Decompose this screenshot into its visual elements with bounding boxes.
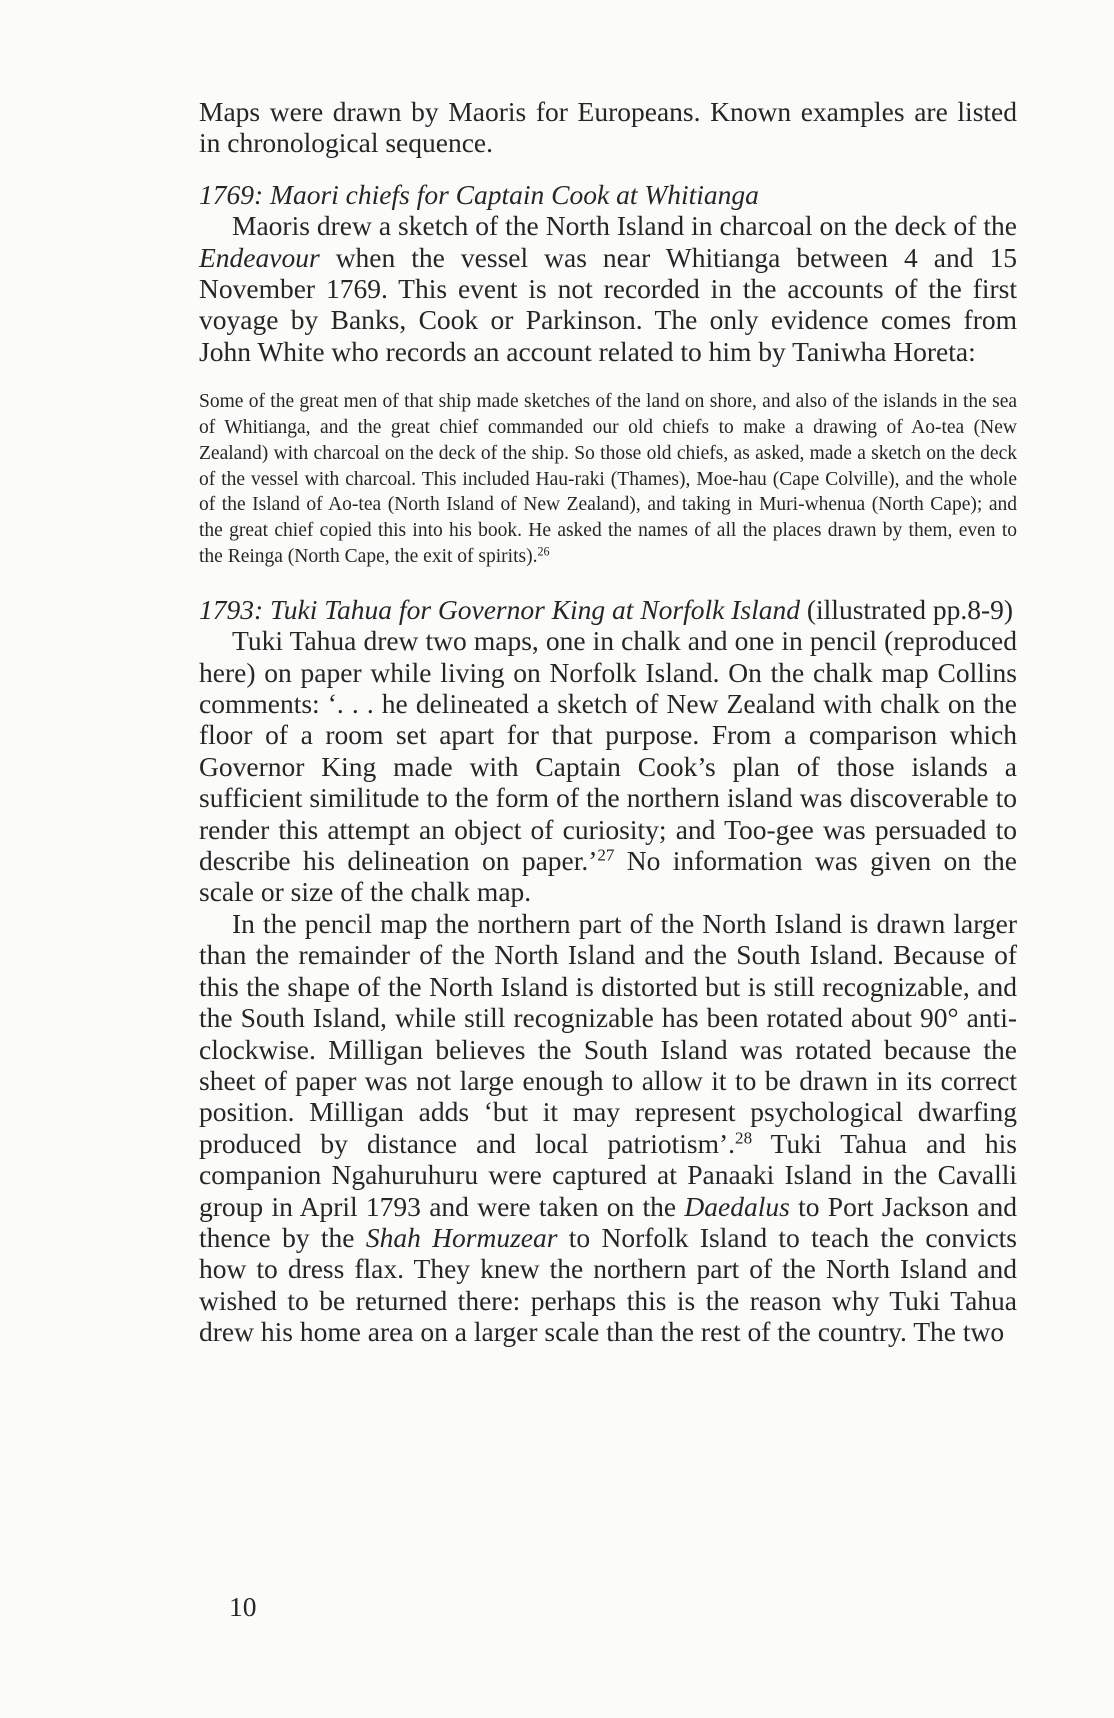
ship-name-endeavour: Endeavour bbox=[199, 241, 320, 273]
pencil-part-c: to Port Jackson and thence by the bbox=[199, 1190, 1017, 1253]
heading-1793-title: 1793: Tuki Tahua for Governor King at Norfolk Island bbox=[199, 593, 800, 625]
intro-text: Maps were drawn by Maoris for Europeans. Known examples are listed in chronological sequence. bbox=[199, 96, 1017, 159]
page-number: 10 bbox=[229, 1591, 257, 1622]
footnote-ref-28: 28 bbox=[735, 1128, 753, 1148]
pencil-part-d: to Norfolk Island to teach the convicts how to dress flax. They knew the northern part of the North Island and wished to be returned there: perhaps this is the reason why Tuki Tahua drew his home area on a larger scale than the rest of the country. The two bbox=[199, 1221, 1017, 1348]
paragraph-pencil-map bbox=[199, 908, 1017, 1348]
heading-1769-title: 1769: Maori chiefs for Captain Cook at Whitianga bbox=[199, 178, 759, 210]
pencil-part-b: Tuki Tahua and his companion Ngahuruhuru were captured at Panaaki Island in the Cavalli group in April 1793 and were taken on the bbox=[199, 1127, 1017, 1222]
paragraph-1793 bbox=[199, 625, 1017, 908]
intro-paragraph bbox=[199, 96, 1017, 159]
paragraph-1769-part-b: when the vessel was near Whitianga between 4 and 15 November 1769. This event is not recorded in the accounts of the first voyage by Banks, Cook or Parkinson. The only evidence comes from John White who records an account related to him by Taniwha Horeta: bbox=[199, 241, 1017, 367]
paragraph-1793-part-a: Tuki Tahua drew two maps, one in chalk and one in pencil (reproduced here) on paper while living on Norfolk Island. On the chalk map Collins comments: ‘. . . he delineated a sketch of New Zealand with chalk on the floor of a room set apart for that purpose. From a comparison which Governor King made with Captain Cook’s plan of those islands a sufficient similitude to the form of the northern island was discoverable to render this attempt an object of curiosity; and Too-gee was persuaded to describe his delineation on paper.’ bbox=[199, 625, 1017, 877]
pencil-part-a: In the pencil map the northern part of the North Island is drawn larger than the remainder of the North Island and the South Island. Because of this the shape of the North Island is distorted but is still recognizable, and the South Island, while still recognizable has been rotated about 90° anti-clockwise. Milligan believes the South Island was rotated because the sheet of paper was not large enough to allow it to be drawn in its correct position. Milligan adds ‘but it may represent psychological dwarfing produced by distance and local patriotism’. bbox=[199, 907, 1017, 1159]
heading-1793-tail: (illustrated pp.8-9) bbox=[799, 593, 1014, 625]
quote-text: Some of the great men of that ship made sketches of the land on shore, and also of the islands in the sea of Whitianga, and the great chief commanded our old chiefs to make a drawing of Ao-tea (New Zealand) with charcoal on the deck of the ship. So those old chiefs, as asked, made a sketch on the deck of the vessel with charcoal. This included Hau-raki (Thames), Moe-hau (Cape Colville), and the whole of the Island of Ao-tea (North Island of New Zealand), and taking in Muri-whenua (North Cape); and the great chief copied this into his book. He asked the names of all the places drawn by them, even to the Reinga (North Cape, the exit of spirits). bbox=[199, 391, 1017, 568]
ship-name-daedalus: Daedalus bbox=[684, 1190, 790, 1222]
heading-1793 bbox=[199, 594, 1017, 625]
footnote-ref-27: 27 bbox=[597, 845, 615, 865]
text-column bbox=[199, 96, 1017, 1348]
ship-name-shah-hormuzear: Shah Hormuzear bbox=[365, 1221, 558, 1253]
block-quote bbox=[199, 389, 1017, 570]
paragraph-1769 bbox=[199, 210, 1017, 367]
heading-1769 bbox=[199, 179, 1017, 210]
footnote-ref-26: 26 bbox=[537, 544, 550, 559]
paragraph-1793-part-b: No information was given on the scale or size of the chalk map. bbox=[199, 845, 1017, 908]
paragraph-1769-part-a: Maoris drew a sketch of the North Island in charcoal on the deck of the bbox=[232, 210, 1017, 242]
